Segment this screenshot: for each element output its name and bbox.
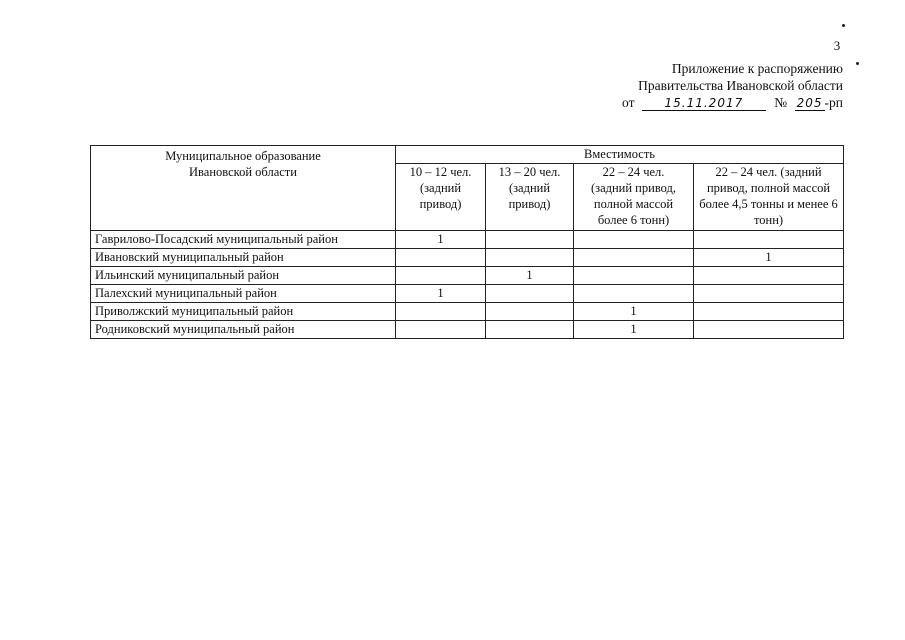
row-value [486,249,574,267]
scan-speck [856,62,859,65]
row-value [396,321,486,339]
number-suffix: -рп [824,95,843,110]
capacity-table [90,145,844,339]
column-header: 10 – 12 чел. (задний привод) [396,164,486,231]
row-value [694,303,844,321]
table-row [91,285,844,303]
header-line-government: Правительства Ивановской области [638,78,843,93]
row-value [694,285,844,303]
document-header [600,60,843,111]
row-value [574,231,694,249]
row-value [396,249,486,267]
row-municipality: Ильинский муниципальный район [91,267,396,285]
row-value: 1 [396,285,486,303]
row-value [574,267,694,285]
row-municipality: Палехский муниципальный район [91,285,396,303]
row-value [396,303,486,321]
row-value [486,231,574,249]
row-value: 1 [486,267,574,285]
number-prefix: № [774,95,788,110]
header-line-appendix: Приложение к распоряжению [671,61,843,76]
column-header: 22 – 24 чел. (задний привод, полной массой более 4,5 тонны и менее 6 тонн) [694,164,844,231]
handwritten-date: 15.11.2017 [642,97,766,111]
header-line-date-number [600,94,843,111]
municipality-column-header: Муниципальное образование Ивановской области [91,146,396,231]
row-municipality: Приволжский муниципальный район [91,303,396,321]
table-row [91,321,844,339]
column-header: 22 – 24 чел. (задний привод, полной массой более 6 тонн) [574,164,694,231]
row-value [574,249,694,267]
row-municipality: Родниковский муниципальный район [91,321,396,339]
handwritten-number: 205 [795,97,825,111]
row-value: 1 [574,303,694,321]
page-number: 3 [833,38,841,53]
date-prefix: от [622,95,635,110]
table-row [91,303,844,321]
row-value: 1 [694,249,844,267]
row-municipality: Ивановский муниципальный район [91,249,396,267]
capacity-group-header: Вместимость [396,146,844,164]
row-value [694,267,844,285]
row-value [694,321,844,339]
column-header: 13 – 20 чел. (задний привод) [486,164,574,231]
scan-speck [842,24,845,27]
row-value [396,267,486,285]
table-header-row [91,146,844,164]
row-value: 1 [574,321,694,339]
table-row [91,231,844,249]
row-value [486,321,574,339]
row-value [694,231,844,249]
row-value [486,303,574,321]
table-row [91,249,844,267]
row-value [486,285,574,303]
row-value [574,285,694,303]
table-row [91,267,844,285]
row-municipality: Гаврилово-Посадский муниципальный район [91,231,396,249]
row-value: 1 [396,231,486,249]
